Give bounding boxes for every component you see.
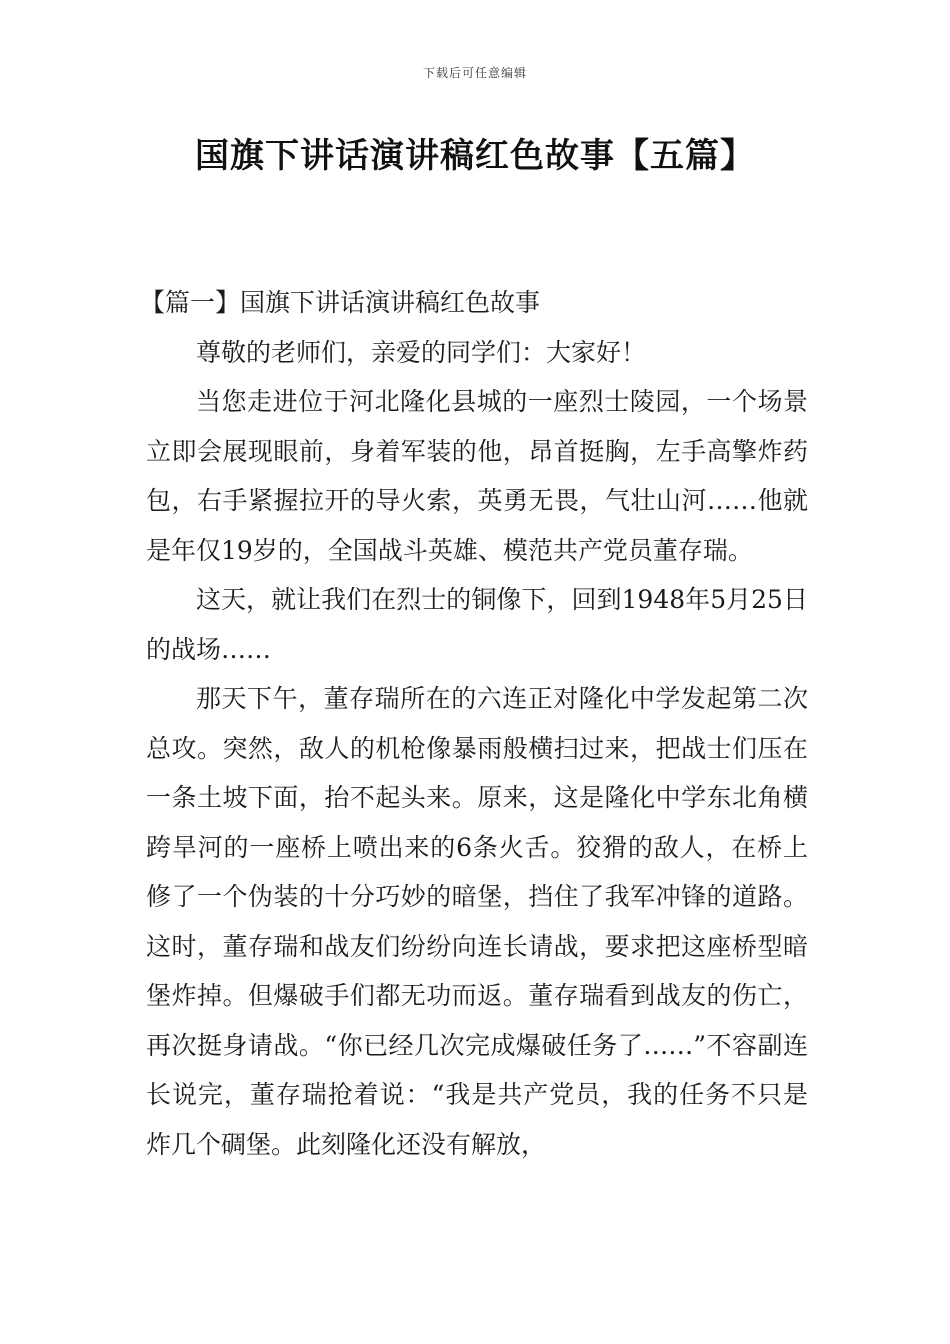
body-paragraph: 那天下午，董存瑞所在的六连正对隆化中学发起第二次总攻。突然，敌人的机枪像暴雨般横扫过来，把战士们压在一条土坡下面，抬不起头来。原来，这是隆化中学东北角横跨旱河的一座桥上喷出来的6条火舌。狡猾的敌人，在桥上修了一个伪装的十分巧妙的暗堡，挡住了我军冲锋的道路。这时，董存瑞和战友们纷纷向连长请战，要求把这座桥型暗堡炸掉。但爆破手们都无功而返。董存瑞看到战友的伤亡，再次挺身请战。“你已经几次完成爆破任务了……”不容副连长说完，董存瑞抢着说：“我是共产党员，我的任务不只是炸几个碉堡。此刻隆化还没有解放， [146,684,808,1159]
body-paragraph: 这天，就让我们在烈士的铜像下，回到1948年5月25日的战场…… [146,585,808,664]
document-title: 国旗下讲话演讲稿红色故事【五篇】 [195,136,755,176]
section-heading: 【篇一】国旗下讲话演讲稿红色故事 [140,288,541,317]
greeting-paragraph: 尊敬的老师们，亲爱的同学们：大家好！ [196,337,647,367]
body-paragraph: 当您走进位于河北隆化县城的一座烈士陵园，一个场景立即会展现眼前，身着军装的他，昂首挺胸，左手高擎炸药包，右手紧握拉开的导火索，英勇无畏，气壮山河……他就是年仅19岁的，全国战斗英雄、模范共产党员董存瑞。 [146,387,808,565]
document-body [140,278,808,1169]
header-note: 下载后可任意编辑 [422,66,527,80]
